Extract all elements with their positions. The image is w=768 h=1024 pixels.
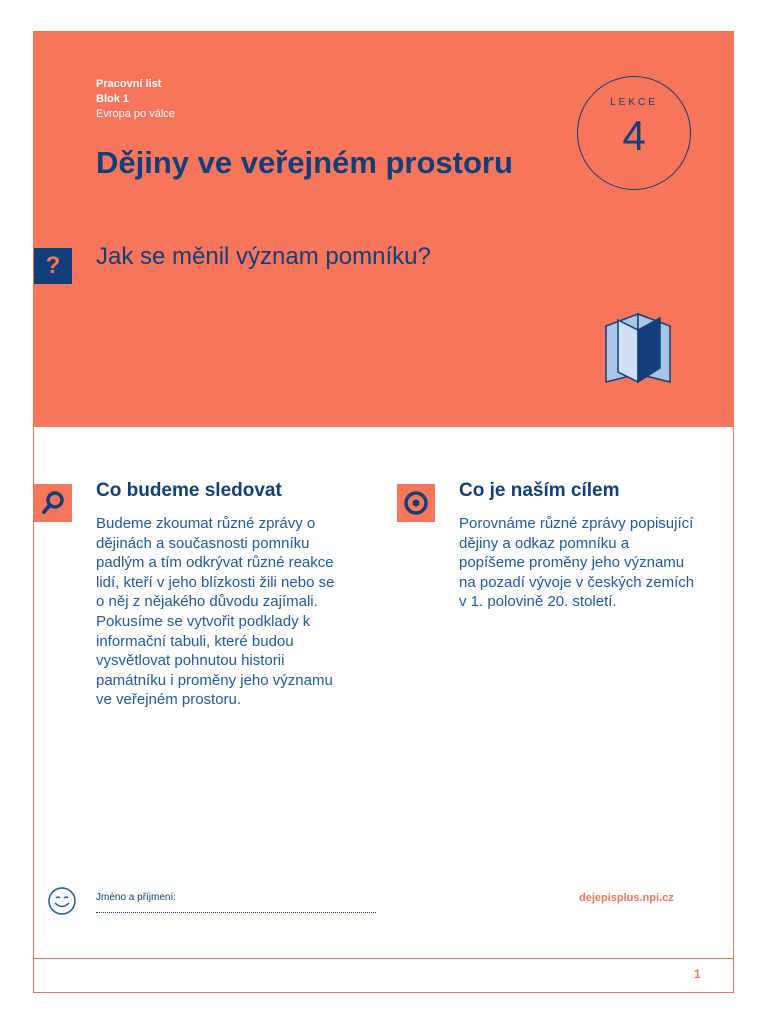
worksheet-page <box>33 31 734 993</box>
header-banner <box>34 32 733 427</box>
observe-section-body: Budeme zkoumat různé zprávy o dějinách a současnosti pomníku padlým a tím odkrývat různé reakce lidí, kteří v jeho blízkosti žili nebo se o něj z nějakého důvodu zajímali. Pokusíme se vytvořit podklady k informační tabuli, které budou vysvětlovat pohnutou historii památníku i proměny jeho významu ve veřejném prostoru. <box>96 515 335 709</box>
magnifier-icon <box>34 484 72 522</box>
observe-section-title: Co budeme sledovat <box>96 480 282 501</box>
key-question: Jak se měnil význam pomníku? <box>96 243 431 270</box>
name-field-label: Jméno a příjmení: <box>96 892 177 903</box>
website-link[interactable]: dejepisplus.npi.cz <box>579 892 674 904</box>
lesson-label: LEKCE <box>610 97 658 108</box>
lesson-number: 4 <box>622 112 646 159</box>
page-number: 1 <box>694 967 701 981</box>
name-field-line[interactable] <box>96 912 376 913</box>
topic-label: Evropa po válce <box>96 108 175 120</box>
footer-divider <box>34 958 733 959</box>
smiley-icon <box>47 886 77 916</box>
target-icon <box>397 484 435 522</box>
worksheet-label: Pracovní list <box>96 78 162 90</box>
lesson-badge <box>577 76 691 190</box>
goal-section-title: Co je naším cílem <box>459 480 620 501</box>
page-title: Dějiny ve veřejném prostoru <box>96 145 513 180</box>
open-book-icon <box>604 310 678 384</box>
worksheet-meta <box>96 77 175 122</box>
question-icon: ? <box>34 248 72 284</box>
block-label: Blok 1 <box>96 93 130 105</box>
goal-section-body: Porovnáme různé zprávy popisující dějiny a odkaz pomníku a popíšeme proměny jeho významu na pozadí vývoje v českých zemích v 1. polovině 20. století. <box>459 515 695 611</box>
